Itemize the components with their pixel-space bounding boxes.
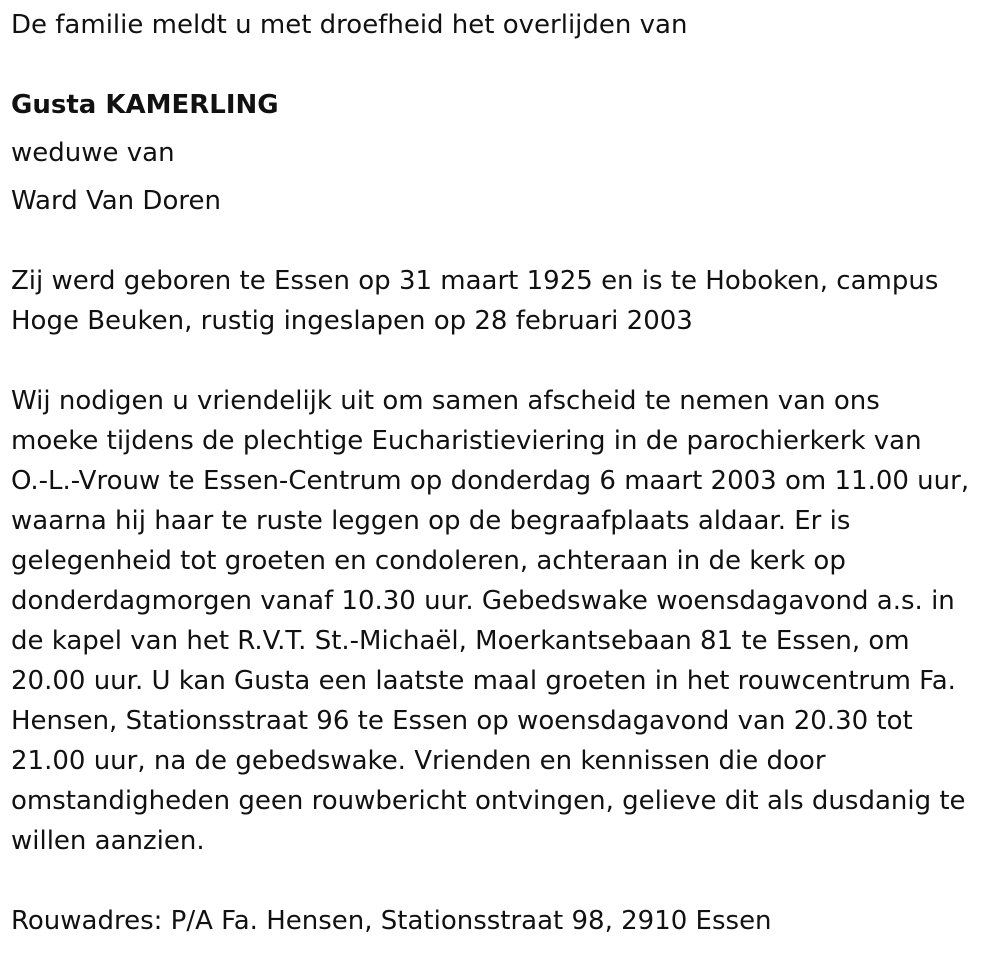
relation-text: weduwe van (11, 138, 175, 168)
deceased-name: Gusta KAMERLING (11, 90, 279, 120)
invitation-line: gelegenheid tot groeten en condoleren, achteraan in de kerk op (11, 546, 846, 576)
invitation-line: willen aanzien. (11, 826, 205, 856)
birth-death-paragraph (11, 261, 996, 341)
mourning-address: Rouwadres: P/A Fa. Hensen, Stationsstraat 98, 2910 Essen (11, 906, 772, 936)
spouse-name: Ward Van Doren (11, 186, 221, 216)
invitation-line: omstandigheden geen rouwbericht ontvingen, gelieve dit als dusdanig te (11, 786, 966, 816)
intro-text: De familie meldt u met droefheid het overlijden van (11, 10, 688, 40)
birth-death-line: Hoge Beuken, rustig ingeslapen op 28 februari 2003 (11, 306, 693, 336)
invitation-line: Hensen, Stationsstraat 96 te Essen op woensdagavond van 20.30 tot (11, 706, 913, 736)
invitation-line: 21.00 uur, na de gebedswake. Vrienden en kennissen die door (11, 746, 826, 776)
invitation-line: waarna hij haar te ruste leggen op de begraafplaats aldaar. Er is (11, 506, 851, 536)
invitation-line: 20.00 uur. U kan Gusta een laatste maal groeten in het rouwcentrum Fa. (11, 666, 956, 696)
invitation-line: moeke tijdens de plechtige Eucharistieviering in de parochierkerk van (11, 426, 922, 456)
invitation-line: donderdagmorgen vanaf 10.30 uur. Gebedswake woensdagavond a.s. in (11, 586, 955, 616)
invitation-line: O.-L.-Vrouw te Essen-Centrum op donderdag 6 maart 2003 om 11.00 uur, (11, 466, 970, 496)
birth-death-line: Zij werd geboren te Essen op 31 maart 1925 en is te Hoboken, campus (11, 266, 939, 296)
invitation-paragraph (11, 381, 996, 861)
invitation-line: de kapel van het R.V.T. St.-Michaël, Moerkantsebaan 81 te Essen, om (11, 626, 910, 656)
invitation-line: Wij nodigen u vriendelijk uit om samen afscheid te nemen van ons (11, 386, 880, 416)
